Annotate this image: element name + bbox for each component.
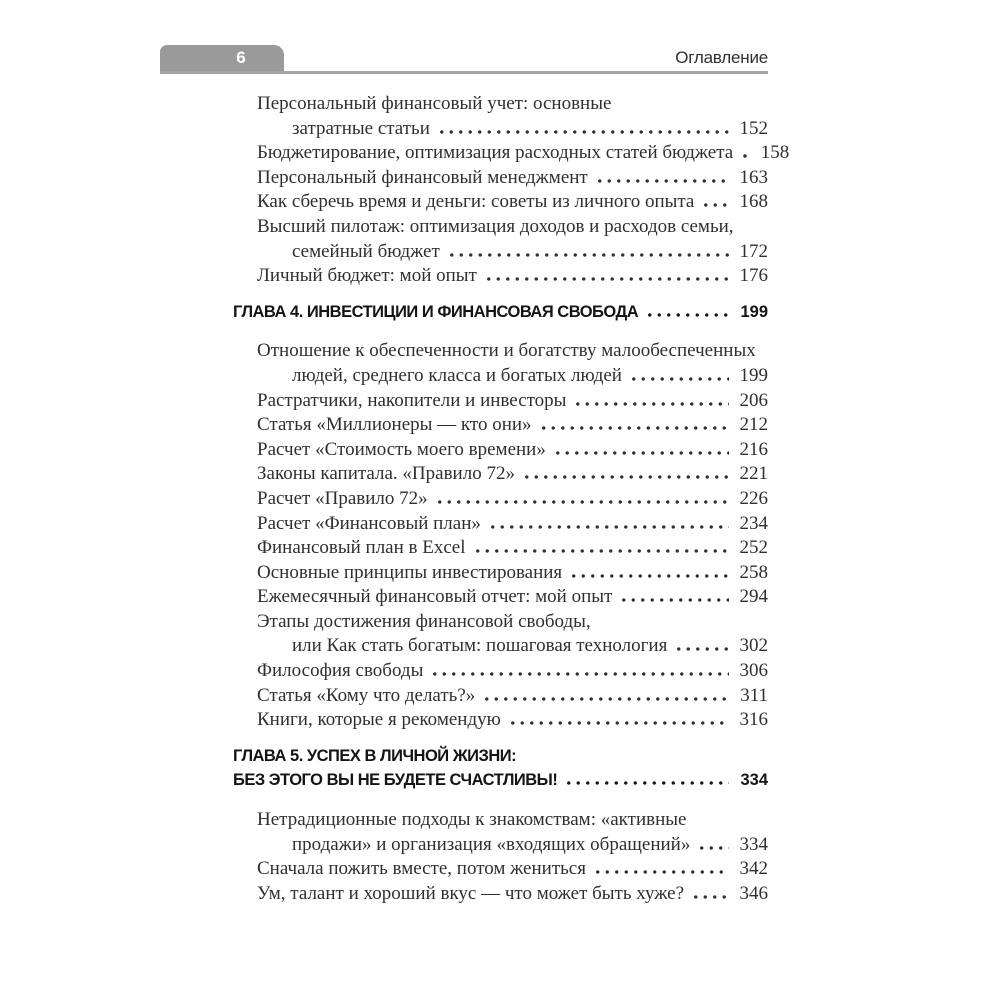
toc-entry-line (160, 389, 768, 414)
entry-title-text: Финансовый план в Excel (257, 537, 466, 559)
toc-entry-line (160, 413, 768, 438)
toc-page-number: 163 (739, 166, 768, 188)
entry-title-text: Статья «Миллионеры — кто они» (257, 414, 532, 436)
toc-entry-line (160, 634, 768, 659)
chapter-title-text: ГЛАВА 5. УСПЕХ В ЛИЧНОЙ ЖИЗНИ: (233, 746, 517, 765)
chapter-title-text: БЕЗ ЭТОГО ВЫ НЕ БУДЕТЕ СЧАСТЛИВЫ! (233, 771, 558, 790)
toc-page-number: 258 (739, 561, 768, 583)
entry-title-text: Законы капитала. «Правило 72» (257, 463, 515, 485)
toc-entry (160, 190, 768, 215)
toc-page-number: 176 (739, 265, 768, 287)
toc-entry-line (160, 585, 768, 610)
toc-entry (160, 462, 768, 487)
dot-leader (508, 721, 729, 725)
toc-chapter-heading (160, 300, 768, 325)
entry-title-text: Расчет «Стоимость моего времени» (257, 438, 546, 460)
entry-title-text: Бюджетирование, оптимизация расходных статей бюджета (257, 142, 734, 164)
toc-page-number: 302 (739, 635, 768, 657)
toc-page-number: 316 (739, 709, 768, 731)
toc-page-number: 234 (739, 512, 768, 534)
toc-entry (160, 536, 768, 561)
toc-entry-line (160, 215, 768, 240)
toc-entry-line (160, 487, 768, 512)
toc-entry-line (160, 117, 768, 142)
toc-entry (160, 438, 768, 463)
dot-leader (619, 598, 729, 602)
toc-entry (160, 389, 768, 414)
entry-title-text: Растратчики, накопители и инвесторы (257, 389, 567, 411)
toc-entry (160, 512, 768, 537)
dot-leader (447, 253, 729, 257)
entry-title-text: Статья «Кому что делать?» (257, 684, 476, 706)
entry-title-text: Расчет «Правило 72» (257, 487, 428, 509)
dot-leader (645, 313, 729, 317)
toc-page-number: 216 (739, 438, 768, 460)
dot-leader (437, 130, 729, 134)
toc-entry-line (160, 536, 768, 561)
toc-page-number: 346 (739, 882, 768, 904)
toc-page-number: 311 (740, 684, 768, 706)
dot-leader (573, 402, 729, 406)
toc-page-number: 158 (760, 142, 790, 164)
toc-entry (160, 215, 768, 264)
toc-page-number: 206 (739, 389, 768, 411)
page-header (160, 45, 768, 74)
entry-title-text: Личный бюджет: мой опыт (257, 265, 477, 287)
toc-list (160, 92, 790, 906)
entry-title-text: Высший пилотаж: оптимизация доходов и расходов семьи, (257, 215, 734, 237)
dot-leader (484, 277, 729, 281)
toc-page-number: 212 (739, 414, 768, 436)
toc-page-number: 334 (739, 833, 768, 855)
toc-entry (160, 684, 768, 709)
dot-leader (435, 500, 729, 504)
page-number-tab (160, 45, 284, 71)
dot-leader (553, 451, 729, 455)
entry-title-text: Персональный финансовый учет: основные (257, 93, 612, 114)
toc-entry-line (160, 166, 768, 191)
toc-chapter-heading (160, 744, 768, 793)
entry-title-text: Как сберечь время и деньги: советы из личного опыта (257, 191, 695, 213)
dot-leader (539, 426, 729, 430)
entry-title-text: Основные принципы инвестирования (257, 561, 563, 583)
toc-entry (160, 141, 790, 166)
toc-entry-line (160, 882, 768, 907)
toc-entry-line (160, 659, 768, 684)
toc-entry-line (160, 708, 768, 733)
dot-leader (569, 574, 729, 578)
entry-title-text: семейный бюджет (292, 240, 440, 262)
toc-entry-line (160, 92, 768, 117)
entry-title-text: Персональный финансовый менеджмент (257, 166, 588, 188)
entry-title-text: или Как стать богатым: пошаговая технология (292, 635, 668, 657)
toc-entry-line (160, 833, 768, 858)
entry-title-text: продажи» и организация «входящих обращений» (292, 833, 691, 855)
dot-leader (522, 475, 729, 479)
toc-page-number: 221 (739, 463, 768, 485)
toc-page-number: 172 (739, 240, 768, 262)
toc-entry-line (160, 561, 768, 586)
toc-entry-line (160, 744, 768, 769)
toc-entry (160, 264, 768, 289)
dot-leader (697, 846, 729, 850)
toc-entry-line (160, 768, 768, 793)
toc-page-number: 199 (740, 302, 768, 321)
toc-entry (160, 857, 768, 882)
toc-entry (160, 659, 768, 684)
toc-entry (160, 585, 768, 610)
toc-entry-line (160, 684, 768, 709)
toc-entry-line (160, 512, 768, 537)
dot-leader (482, 697, 729, 701)
toc-entry-line (160, 808, 768, 833)
chapter-title-text: ГЛАВА 4. ИНВЕСТИЦИИ И ФИНАНСОВАЯ СВОБОДА (233, 302, 639, 321)
toc-entry-line (160, 462, 768, 487)
dot-leader (629, 377, 729, 381)
entry-title-text: Книги, которые я рекомендую (257, 709, 501, 731)
toc-page-number: 199 (739, 364, 768, 386)
toc-entry (160, 92, 768, 141)
entry-title-text: Расчет «Финансовый план» (257, 512, 481, 534)
dot-leader (473, 549, 729, 553)
entry-title-text: Нетрадиционные подходы к знакомствам: «активные (257, 809, 687, 831)
toc-entry (160, 808, 768, 857)
toc-entry (160, 487, 768, 512)
toc-entry-line (160, 300, 768, 325)
toc-entry (160, 610, 768, 659)
dot-leader (701, 203, 729, 207)
toc-page-number: 334 (740, 771, 768, 790)
toc-entry-line (160, 610, 768, 635)
dot-leader (564, 781, 729, 785)
header-rule (160, 71, 768, 74)
entry-title-text: людей, среднего класса и богатых людей (292, 364, 622, 386)
toc-page-number: 306 (739, 660, 768, 682)
dot-leader (488, 525, 729, 529)
toc-entry-line (160, 857, 768, 882)
page-number: 6 (236, 48, 246, 67)
toc-entry-line (160, 240, 768, 265)
toc-page-number: 226 (739, 487, 768, 509)
dot-leader (674, 647, 729, 651)
toc-entry (160, 339, 768, 388)
toc-page-number: 342 (739, 858, 768, 880)
dot-leader (430, 672, 729, 676)
dot-leader (740, 154, 750, 158)
toc-entry (160, 166, 768, 191)
toc-entry-line (160, 438, 768, 463)
header-title: Оглавление (675, 48, 768, 67)
toc-page-number: 168 (739, 191, 768, 213)
toc-entry-line (160, 364, 768, 389)
dot-leader (593, 870, 729, 874)
toc-entry-line (160, 141, 790, 166)
entry-title-text: Сначала пожить вместе, потом жениться (257, 858, 586, 880)
toc-entry-line (160, 264, 768, 289)
entry-title-text: Философия свободы (257, 660, 424, 682)
toc-entry-line (160, 339, 768, 364)
toc-entry-line (160, 190, 768, 215)
toc-page-number: 152 (739, 117, 768, 139)
toc-entry (160, 882, 768, 907)
entry-title-text: Этапы достижения финансовой свободы, (257, 610, 591, 632)
toc-entry (160, 708, 768, 733)
toc-entry (160, 561, 768, 586)
dot-leader (595, 179, 729, 183)
toc-page-number: 252 (739, 537, 768, 559)
entry-title-text: Ежемесячный финансовый отчет: мой опыт (257, 586, 613, 608)
entry-title-text: Ум, талант и хороший вкус — что может быть хуже? (257, 882, 685, 904)
dot-leader (691, 895, 729, 899)
toc-entry (160, 413, 768, 438)
entry-title-text: Отношение к обеспеченности и богатству малообеспеченных (257, 340, 756, 362)
entry-title-text: затратные статьи (292, 117, 430, 139)
toc-page-number: 294 (739, 586, 768, 608)
